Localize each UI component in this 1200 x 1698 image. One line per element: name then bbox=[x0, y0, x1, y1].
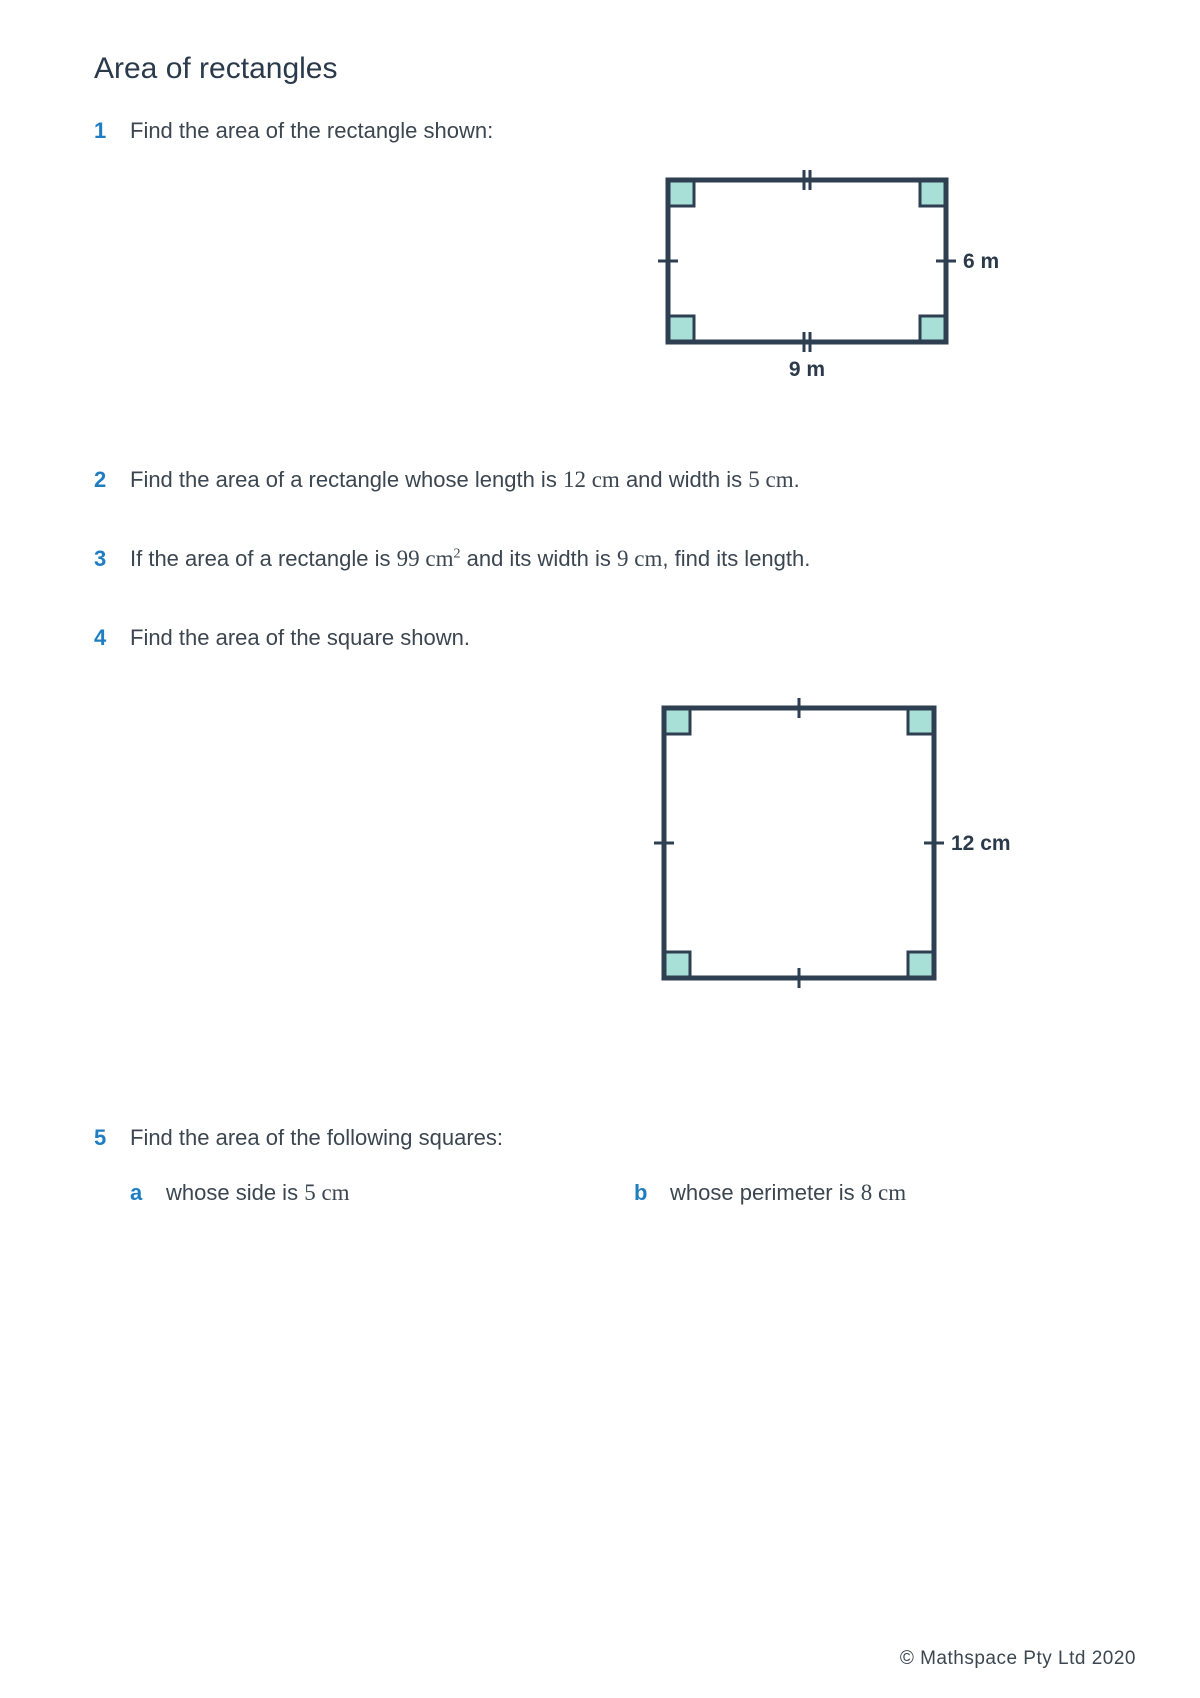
square-outline bbox=[664, 708, 934, 978]
bottom-length-label: 9 m bbox=[788, 358, 826, 381]
sub-question-b bbox=[634, 1180, 906, 1206]
right-angle-marker bbox=[920, 316, 946, 342]
copyright-footer: © Mathspace Pty Ltd 2020 bbox=[899, 1648, 1136, 1669]
question-4 bbox=[94, 625, 470, 651]
math-value: 5 cm bbox=[748, 467, 794, 492]
question-number: 5 bbox=[94, 1125, 107, 1150]
sub-question-text: whose side is bbox=[166, 1180, 299, 1205]
rectangle-figure bbox=[660, 172, 1020, 402]
sub-question-a bbox=[130, 1180, 350, 1206]
question-number: 1 bbox=[94, 118, 107, 143]
page-title: Area of rectangles bbox=[94, 52, 338, 85]
square-figure bbox=[656, 700, 1036, 1000]
question-number: 3 bbox=[94, 546, 107, 571]
question-text: Find the area of the following squares: bbox=[130, 1125, 504, 1150]
math-value: 99 cm bbox=[396, 546, 454, 571]
question-number: 2 bbox=[94, 467, 107, 492]
right-angle-marker bbox=[920, 180, 946, 206]
math-value: 8 cm bbox=[860, 1180, 907, 1205]
sub-question-text: whose perimeter is bbox=[670, 1180, 855, 1205]
right-angle-marker bbox=[668, 180, 694, 206]
math-value: 12 cm bbox=[562, 467, 620, 492]
question-5 bbox=[94, 1125, 503, 1151]
rectangle-outline bbox=[668, 180, 946, 342]
sub-question-letter: a bbox=[130, 1180, 143, 1205]
right-angle-marker bbox=[908, 708, 934, 734]
question-text: and width is bbox=[625, 467, 743, 492]
right-angle-marker bbox=[668, 316, 694, 342]
question-text: , find its length. bbox=[662, 546, 811, 571]
question-text: Find the area of the square shown. bbox=[130, 625, 470, 650]
question-text: . bbox=[793, 467, 800, 492]
side-length-label: 12 cm bbox=[951, 832, 1011, 855]
right-angle-marker bbox=[908, 952, 934, 978]
sub-question-letter: b bbox=[634, 1180, 648, 1205]
math-value: 5 cm bbox=[304, 1180, 350, 1205]
question-text: and its width is bbox=[466, 546, 611, 571]
question-text: Find the area of the rectangle shown: bbox=[130, 118, 494, 143]
question-text: Find the area of a rectangle whose length is bbox=[130, 467, 557, 492]
question-2 bbox=[94, 467, 800, 493]
question-text: If the area of a rectangle is bbox=[130, 546, 391, 571]
math-value: 9 cm bbox=[617, 546, 663, 571]
side-length-label: 6 m bbox=[963, 250, 1000, 273]
question-3 bbox=[94, 546, 810, 572]
question-1 bbox=[94, 118, 493, 144]
question-number: 4 bbox=[94, 625, 107, 650]
exponent: 2 bbox=[453, 546, 461, 562]
right-angle-marker bbox=[664, 952, 690, 978]
right-angle-marker bbox=[664, 708, 690, 734]
